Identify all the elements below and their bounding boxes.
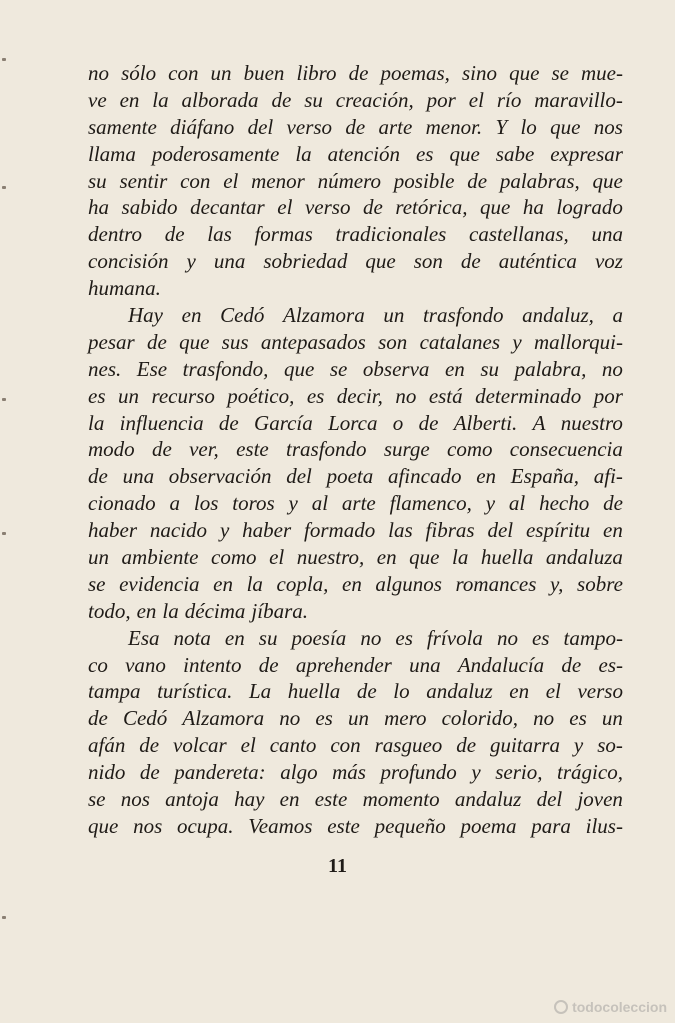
text-line: Hay en Cedó Alzamora un trasfondo andaluz, a (128, 303, 623, 328)
page-edge-mark (2, 916, 6, 919)
text-line: ve en la alborada de su creación, por el río maravillo- (88, 87, 623, 112)
text-line: su sentir con el menor número posible de palabras, que (88, 168, 623, 193)
watermark-text: todocoleccion (572, 999, 667, 1015)
text-line: nido de pandereta: algo más profundo y serio, trágico, (88, 760, 623, 785)
page-number: 11 (328, 855, 347, 877)
text-line: es un recurso poético, es decir, no está determinado por (88, 383, 623, 408)
text-line: co vano intento de aprehender una Andalucía de es- (88, 652, 623, 677)
page-edge-mark (2, 532, 6, 535)
text-line: llama poderosamente la atención es que sabe expresar (88, 141, 623, 166)
text-line: se evidencia en la copla, en algunos romances y, sobre (88, 571, 623, 596)
text-line: humana. (88, 276, 161, 301)
page-edge-mark (2, 398, 6, 401)
text-line: concisión y una sobriedad que son de auténtica voz (88, 249, 623, 274)
text-line: se nos antoja hay en este momento andaluz del joven (88, 787, 623, 812)
text-line: cionado a los toros y al arte flamenco, y al hecho de (88, 491, 623, 516)
text-line: modo de ver, este trasfondo surge como consecuencia (88, 437, 623, 462)
text-line: pesar de que sus antepasados son catalanes y mallorqui- (88, 329, 623, 354)
text-line: de una observación del poeta afincado en España, afi- (88, 464, 623, 489)
text-line: afán de volcar el canto con rasgueo de guitarra y so- (88, 733, 623, 758)
text-line: samente diáfano del verso de arte menor. Y lo que nos (88, 114, 623, 139)
text-line: la influencia de García Lorca o de Alberti. A nuestro (88, 410, 623, 435)
body-text (88, 60, 623, 840)
text-line: un ambiente como el nuestro, en que la huella andaluza (88, 545, 623, 570)
text-line: nes. Ese trasfondo, que se observa en su palabra, no (88, 356, 623, 381)
watermark (554, 999, 667, 1015)
text-line: todo, en la décima jíbara. (88, 598, 309, 623)
page-edge-mark (2, 186, 6, 189)
text-line: que nos ocupa. Veamos este pequeño poema para ilus- (88, 813, 623, 838)
todocoleccion-logo-icon (554, 1000, 568, 1014)
text-line: no sólo con un buen libro de poemas, sino que se mue- (88, 61, 623, 85)
text-line: Esa nota en su poesía no es frívola no es tampo- (128, 625, 623, 650)
text-line: de Cedó Alzamora no es un mero colorido, no es un (88, 706, 623, 731)
text-line: tampa turística. La huella de lo andaluz en el verso (88, 679, 623, 704)
page-edge-mark (2, 58, 6, 61)
text-line: ha sabido decantar el verso de retórica, que ha logrado (88, 195, 623, 220)
text-line: haber nacido y haber formado las fibras del espíritu en (88, 518, 623, 543)
text-line: dentro de las formas tradicionales castellanas, una (88, 222, 623, 247)
